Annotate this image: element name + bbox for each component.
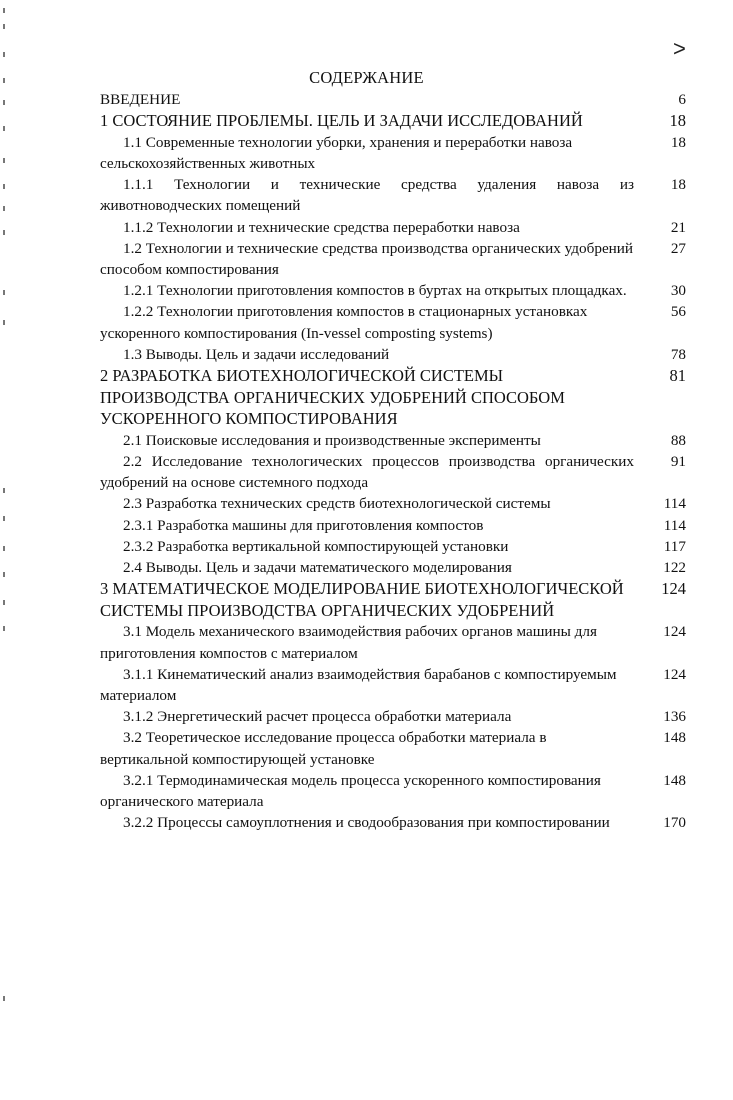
toc-entry-title: 1.2.2 Технологии приготовления компостов в стационарных установках ускоренного компостирования (In-vessel composting systems) bbox=[100, 303, 588, 342]
toc-entry-title: 1.2 Технологии и технические средства производства органических удобрений способом компостирования bbox=[100, 239, 634, 279]
toc-entry-page: 136 bbox=[663, 708, 686, 726]
toc-entry-title: 1.1.1 Технологии и технические средства удаления навоза из животноводческих помещений bbox=[100, 176, 634, 215]
toc-entry bbox=[100, 812, 686, 833]
scan-speck bbox=[3, 52, 5, 57]
scan-speck bbox=[3, 100, 5, 105]
toc-entry-title: 3 МАТЕМАТИЧЕСКОЕ МОДЕЛИРОВАНИЕ БИОТЕХНОЛОГИЧЕСКОЙ СИСТЕМЫ ПРОИЗВОДСТВА ОРГАНИЧЕСКИХ УДОБРЕНИЙ bbox=[100, 579, 624, 620]
toc-entry bbox=[100, 301, 686, 343]
toc-entry-title: 1.3 Выводы. Цель и задачи исследований bbox=[123, 345, 390, 363]
scan-speck bbox=[3, 290, 5, 295]
scan-speck bbox=[3, 572, 5, 577]
toc-entry-title: 2.1 Поисковые исследования и производственные эксперименты bbox=[123, 431, 541, 449]
toc-entry-title: 2.3.1 Разработка машины для приготовления компостов bbox=[123, 516, 484, 534]
toc-entry-page: 81 bbox=[669, 366, 686, 386]
scan-speck bbox=[3, 126, 5, 131]
toc-entry-page: 170 bbox=[663, 814, 686, 832]
toc-entry-title: 3.2.2 Процессы самоуплотнения и сводообразования при компостировании bbox=[123, 814, 610, 832]
toc-entry bbox=[100, 217, 686, 238]
toc-entry bbox=[100, 110, 686, 132]
toc-entry bbox=[100, 89, 686, 110]
toc-entry-page: 18 bbox=[670, 133, 686, 151]
toc-entry bbox=[100, 515, 686, 536]
toc-entry-title: 2 РАЗРАБОТКА БИОТЕХНОЛОГИЧЕСКОЙ СИСТЕМЫ ПРОИЗВОДСТВА ОРГАНИЧЕСКИХ УДОБРЕНИЙ СПОСОБОМ УСКОРЕННОГО КОМПОСТИРОВАНИЯ bbox=[100, 366, 565, 429]
toc-entry-title: 2.3.2 Разработка вертикальной компостирующей установки bbox=[123, 537, 509, 555]
toc-entry bbox=[100, 365, 686, 430]
scan-speck bbox=[3, 8, 5, 13]
toc-entry-page: 18 bbox=[670, 176, 686, 194]
scan-speck bbox=[3, 320, 5, 325]
scan-speck bbox=[3, 546, 5, 551]
toc-entry bbox=[100, 706, 686, 727]
toc-entry-page: 91 bbox=[670, 453, 686, 471]
toc-entry bbox=[100, 557, 686, 578]
toc-entry-title: 2.4 Выводы. Цель и задачи математического моделирования bbox=[123, 559, 512, 577]
handwritten-mark: > bbox=[673, 36, 686, 61]
toc-entry-page: 148 bbox=[663, 729, 686, 747]
toc-entry bbox=[100, 238, 686, 280]
toc-entry-page: 114 bbox=[663, 516, 686, 534]
toc-entry-title: 3.2 Теоретическое исследование процесса обработки материала в вертикальной компостирующей установке bbox=[100, 729, 547, 768]
toc-entry bbox=[100, 451, 686, 493]
toc-entry-page: 27 bbox=[670, 239, 686, 257]
toc-entry-page: 114 bbox=[663, 495, 686, 513]
toc-entry-page: 21 bbox=[670, 218, 686, 236]
toc-entry-title: ВВЕДЕНИЕ bbox=[100, 91, 181, 108]
toc-entry-page: 56 bbox=[670, 303, 686, 321]
scan-margin-artifacts bbox=[3, 0, 11, 1100]
toc-entry-page: 124 bbox=[663, 623, 686, 641]
scan-speck bbox=[3, 516, 5, 521]
toc-entry bbox=[100, 280, 686, 301]
scan-speck bbox=[3, 158, 5, 163]
toc-entry-title: 3.1.1 Кинематический анализ взаимодействия барабанов с компостируемым материалом bbox=[100, 665, 617, 705]
toc-entry-page: 78 bbox=[670, 345, 686, 363]
scan-speck bbox=[3, 206, 5, 211]
toc-entry-page: 148 bbox=[663, 771, 686, 789]
toc-entry bbox=[100, 536, 686, 557]
toc-entry-title: 2.2 Исследование технологических процессов производства органических удобрений на основе системного подхода bbox=[100, 453, 634, 492]
toc-entry bbox=[100, 621, 686, 663]
toc-entry-page: 18 bbox=[669, 111, 686, 131]
toc-entry-page: 124 bbox=[663, 665, 686, 683]
toc-entry bbox=[100, 770, 686, 812]
toc-entry-title: 2.3 Разработка технических средств биотехнологической системы bbox=[123, 495, 551, 513]
table-of-contents bbox=[100, 89, 686, 833]
toc-entry bbox=[100, 727, 686, 769]
toc-entry bbox=[100, 430, 686, 451]
toc-entry-page: 117 bbox=[663, 537, 686, 555]
scan-speck bbox=[3, 230, 5, 235]
toc-entry-title: 1.1 Современные технологии уборки, хранения и переработки навоза сельскохозяйственных животных bbox=[100, 133, 573, 172]
toc-entry-title: 1.1.2 Технологии и технические средства переработки навоза bbox=[123, 218, 520, 236]
page-title: СОДЕРЖАНИЕ bbox=[309, 68, 424, 87]
scan-speck bbox=[3, 78, 5, 83]
toc-entry-title: 1.2.1 Технологии приготовления компостов в буртах на открытых площадках. bbox=[123, 282, 627, 300]
toc-entry-title: 3.1 Модель механического взаимодействия рабочих органов машины для приготовления компостов с материалом bbox=[100, 623, 597, 662]
scan-speck bbox=[3, 488, 5, 493]
toc-entry bbox=[100, 174, 686, 216]
toc-entry-title: 3.2.1 Термодинамическая модель процесса ускоренного компостирования органического материала bbox=[100, 771, 601, 811]
scan-speck bbox=[3, 996, 5, 1001]
toc-entry bbox=[100, 493, 686, 514]
scan-speck bbox=[3, 24, 5, 29]
toc-entry-page: 6 bbox=[678, 91, 686, 108]
toc-entry-page: 30 bbox=[670, 282, 686, 300]
toc-entry bbox=[100, 664, 686, 706]
toc-entry-page: 88 bbox=[670, 431, 686, 449]
scan-speck bbox=[3, 626, 5, 631]
scan-speck bbox=[3, 184, 5, 189]
toc-entry bbox=[100, 344, 686, 365]
scan-speck bbox=[3, 600, 5, 605]
toc-entry-title: 1 СОСТОЯНИЕ ПРОБЛЕМЫ. ЦЕЛЬ И ЗАДАЧИ ИССЛЕДОВАНИЙ bbox=[100, 111, 583, 131]
toc-entry-title: 3.1.2 Энергетический расчет процесса обработки материала bbox=[123, 708, 512, 726]
toc-entry bbox=[100, 132, 686, 174]
toc-entry-page: 124 bbox=[661, 579, 686, 599]
toc-entry-page: 122 bbox=[663, 559, 686, 577]
toc-entry bbox=[100, 578, 686, 621]
